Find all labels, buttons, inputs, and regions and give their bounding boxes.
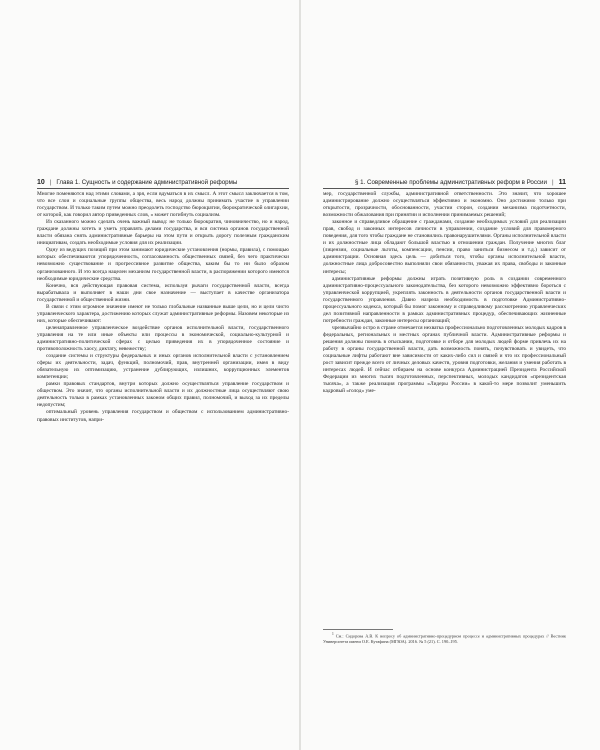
footnote-mark: 1	[332, 632, 334, 636]
left-body-text	[37, 191, 289, 424]
header-separator: |	[49, 179, 52, 186]
paragraph: чрезвычайно остро в стране отмечается нехватка профессионально подготовленных молодых кадров в федеральных, региональных и местных органах публичной власти. Административные реформы и решения должны помочь в отыскании, подготовке и отборе для молодых людей форме привлечь их на работу в органы государственной власти, дать возможность понять, почувствовать и увидеть, что социальные лифты работают вне зависимости от каких-либо сил и связей и что их профессиональный рост зависит прежде всего от личных деловых качеств, уровня подготовки, желания и умения работать в интересах людей. И сейчас отбираем на основе конкурса Администрацией Президента Российской Федерации из многих тысяч подготовленных, перспективных, молодых кандидатов «президентская тысяча», а также реализация программы «Лидеры России» в какой-то мере позволит уменьшить кадровый «голод» уме-	[323, 324, 566, 395]
left-page	[0, 0, 299, 750]
footnotes	[323, 632, 566, 645]
right-page-number: 11	[558, 179, 566, 186]
right-page	[301, 0, 600, 750]
footnote	[323, 632, 566, 645]
paragraph: Одну из ведущих позиций при этом занимают юридические установления (нормы, правила), с помощью которых обеспечиваются упорядоченность, согласованность общественных связей, без чего практически невозможно существование и прогрессивное развитие общества, каким бы то ни было образом организованного. И это всегда нацелен механизм государственной власти, в распоряжении которого имеются необходимые юридические средства.	[37, 247, 289, 282]
right-body-text	[323, 191, 566, 395]
paragraph: В связи с этим огромное значение имеют не только глобальные названные выше цели, но и цели чисто управленческого характера, достижению которых служат административные реформы. Назовем некоторые из них, которые обеспечивают:	[37, 303, 289, 324]
paragraph: целенаправленное управленческое воздействие органов исполнительной власти, государственного управления на те или иные объекты или процессы в экономической, социально-культурной и административно-политической сферах с целью приведения их в упорядоченное состояние и противоположность хаосу, диктату, невежеству;	[37, 324, 289, 353]
paragraph: Конечно, вся действующая правовая система, используя рычаги государственной власти, всегда вырабатывала и выполняет в наши дни свое назначение — выступает в качестве организатора государственной и общественной жизни.	[37, 282, 289, 303]
paragraph: Многие поменяются над этими словами, а зря, если вдуматься в их смысл. А этот смысл заключается в том, что все слои и социальные группы общества, весь народ должны принимать участие в управлении государством. И только таким путем можно преодолеть господство бюрократии, бюрократической олигархии, от которой, как говорил автор приведенных слов, « может погибнуть социализм.	[37, 191, 289, 219]
chapter-title: Глава 1. Сущность и содержание административной реформы	[56, 179, 238, 186]
paragraph: создание системы и структуры федеральных и иных органов исполнительной власти с установлением сферы их деятельности, задач, функций, полномочий, прав, внутренней организации, имея в виду обязательную их оптимизацию, устранение дублирующих, излишних, коррупционных элементов компетенции;	[37, 353, 289, 381]
paragraph: Из сказанного можно сделать очень важный вывод: не только бюрократия, чиновничество, но и народ, граждане должны хотеть и уметь управлять делами государства, и вся система органов государственной власти обязана снять административные барьеры на этом пути и открыть дорогу полезным гражданским инициативам, создать необходимые условия для их реализации.	[37, 219, 289, 247]
paragraph: оптимальный уровень управления государством и обществом с использованием административно-правовых институтов, напри-	[37, 409, 289, 423]
left-running-header	[37, 177, 289, 188]
paragraph: мер, государственной службы, административной ответственности. Это значит, что хорошее администрирование должно осуществляться эффективно и экономно. Оно достижимо только при открытости, прозрачности, обоснованности, участии сторон, создании механизма подотчетности, возможности обжалования при принятии и исполнении принимаемых решений;	[323, 191, 566, 219]
right-header-rule	[323, 188, 566, 189]
paragraph: законное и справедливое обращение с гражданами, создание необходимых условий для реализации прав, свобод и законных интересов личности в управлении, создание условий для правомерного поведения, для того чтобы граждане не становились правонарушителями. Органы исполнительной власти и их должностные лица обладают большой властью в отношении граждан. Получение многих благ (лицензии, социальные льготы, компенсации, пенсии, право заниться бизнесом и т.д.) зависит от администрации. Основная здесь цель — добиться того, чтобы органы исполнительной власти, должностные лица добросовестно выполняли свои обязанности, уважая их права, свободы и законные интересы;	[323, 219, 566, 275]
left-header-rule	[37, 188, 289, 189]
left-page-number: 10	[37, 179, 45, 186]
paragraph: административные реформы должны играть позитивную роль в создании современного административно-процессуального законодательства, без которого невозможно эффективно бороться с управленческой коррупцией, укреплять законность в деятельности органов государственной власти и государственного управления. Давно назрела необходимость в подготовке Административно-процессуального кодекса, который бы помог законному и справедливому рассмотрению управленческих дел позитивной направленности в рамках административных процедур, обеспечивающих жизненные потребности граждан, законные интересы организаций;	[323, 275, 566, 324]
footnote-divider	[323, 629, 393, 630]
section-title: § 1. Современные проблемы административных реформ в России	[354, 179, 547, 186]
footnote-text: См.: Сидорова А.В. К вопросу об административно-процедурном процессе и административных процедурах // Вестник Университета имени О.Е. Кутафина (МГЮА). 2016. № 5 (21). С. 190–195.	[323, 633, 566, 645]
right-running-header	[341, 177, 566, 188]
paragraph: рамки правовых стандартов, внутри которых должно осуществляться управление государством и обществом. Это значит, что органы исполнительной власти и их должностные лица осуществляют свою деятельность только в рамках установленных законом общих правил, полномочий, и выход за их пределы недопустим;	[37, 381, 289, 409]
header-separator: |	[551, 179, 554, 186]
